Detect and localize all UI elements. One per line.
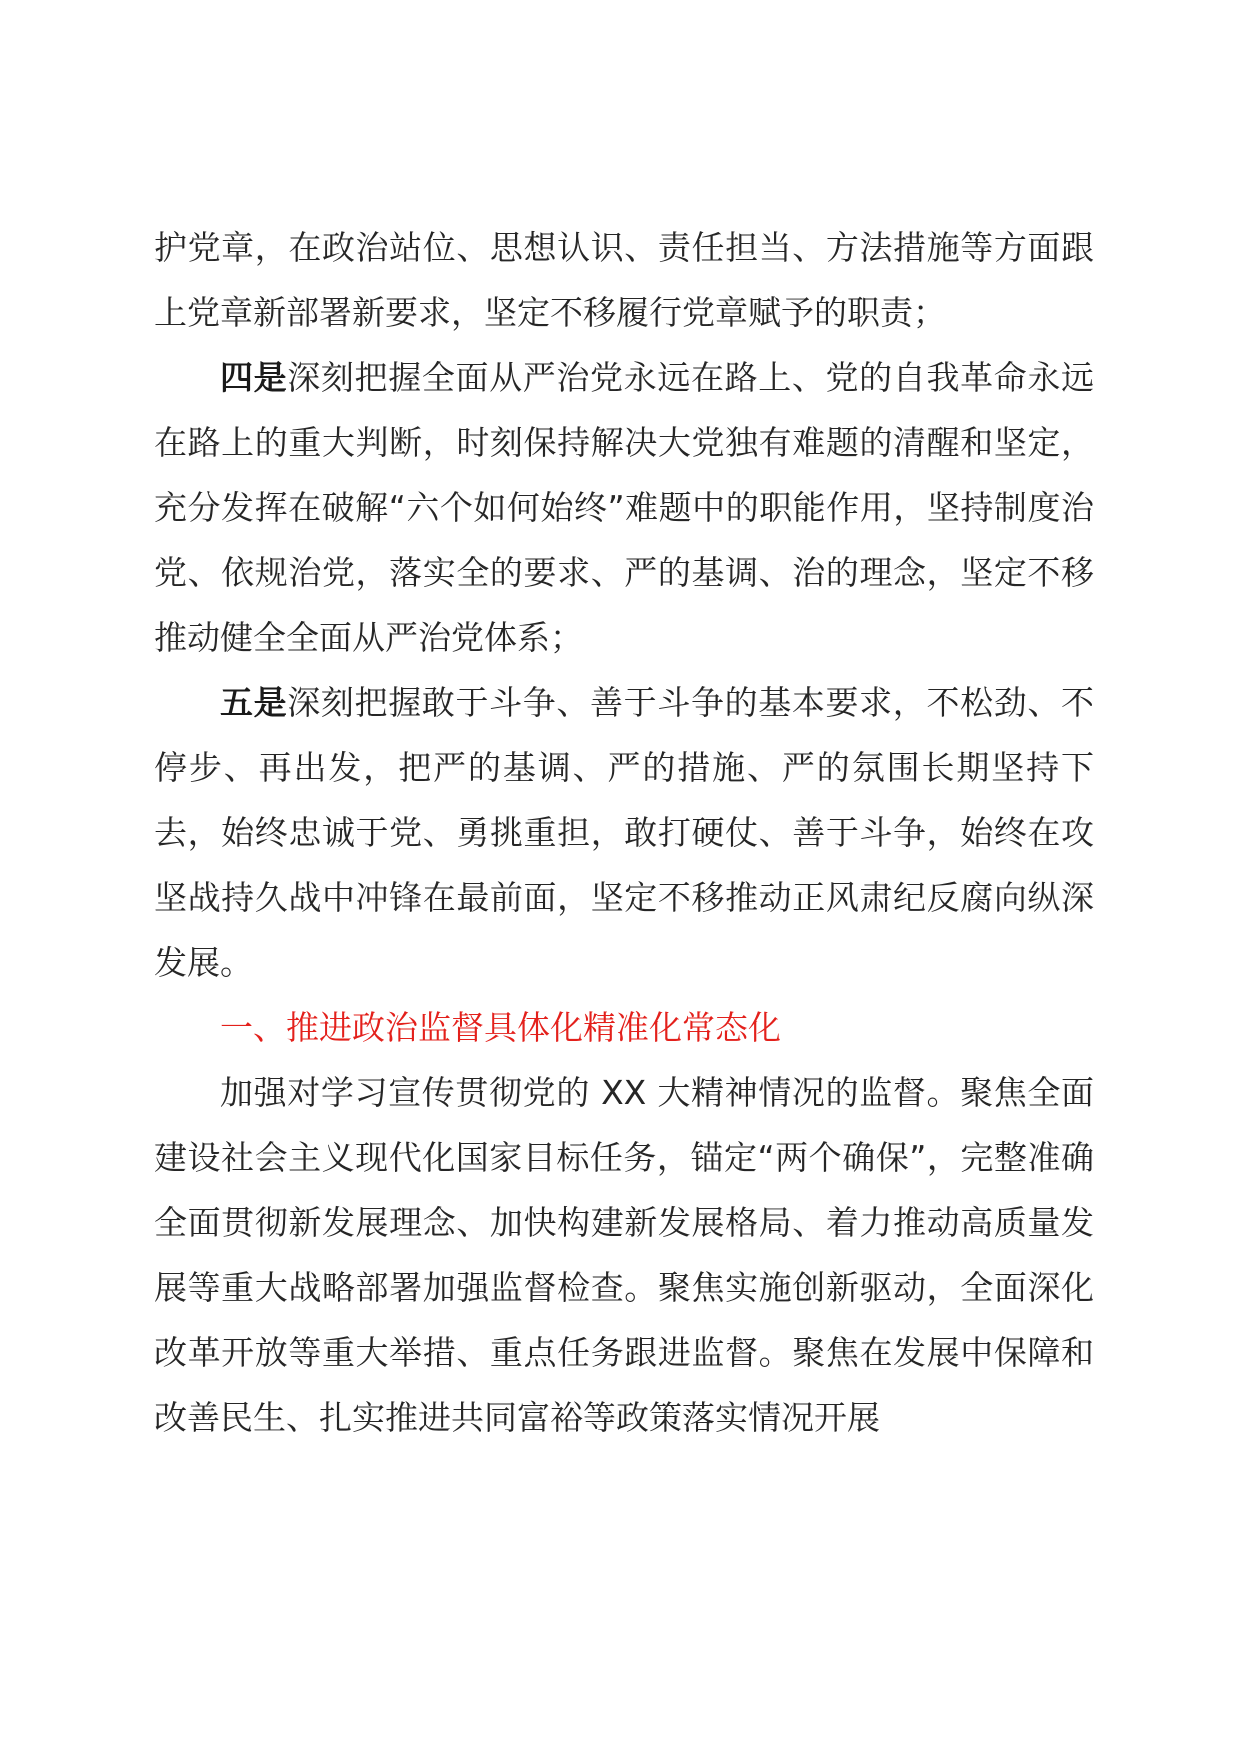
section-heading: 一、推进政治监督具体化精准化常态化 [220, 1008, 781, 1047]
paragraph-lead: 四是 [220, 358, 288, 397]
paragraph-item-four [154, 345, 1094, 670]
paragraph-text: 护党章，在政治站位、思想认识、责任担当、方法措施等方面跟上党章新部署新要求，坚定不移履行党章赋予的职责； [154, 228, 1094, 332]
paragraph-continuation [154, 215, 1094, 345]
paragraph-lead: 五是 [220, 683, 288, 722]
document-body [154, 215, 1094, 1450]
paragraph-item-five [154, 670, 1094, 995]
paragraph-text: 深刻把握全面从严治党永远在路上、党的自我革命永远在路上的重大判断，时刻保持解决大党独有难题的清醒和坚定，充分发挥在破解“六个如何始终”难题中的职能作用，坚持制度治党、依规治党，落实全的要求、严的基调、治的理念，坚定不移推动健全全面从严治党体系； [154, 358, 1095, 657]
paragraph-text: 深刻把握敢于斗争、善于斗争的基本要求，不松劲、不停步、再出发，把严的基调、严的措施、严的氛围长期坚持下去，始终忠诚于党、勇挑重担，敢打硬仗、善于斗争，始终在攻坚战持久战中冲锋在最前面，坚定不移推动正风肃纪反腐向纵深发展。 [154, 683, 1095, 982]
section-body-paragraph: 加强对学习宣传贯彻党的 XX 大精神情况的监督。聚焦全面建设社会主义现代化国家目标任务，锚定“两个确保”，完整准确全面贯彻新发展理念、加快构建新发展格局、着力推动高质量发展等重大战略部署加强监督检查。聚焦实施创新驱动，全面深化改革开放等重大举措、重点任务跟进监督。聚焦在发展中保障和改善民生、扎实推进共同富裕等政策落实情况开展 [154, 1073, 1094, 1437]
